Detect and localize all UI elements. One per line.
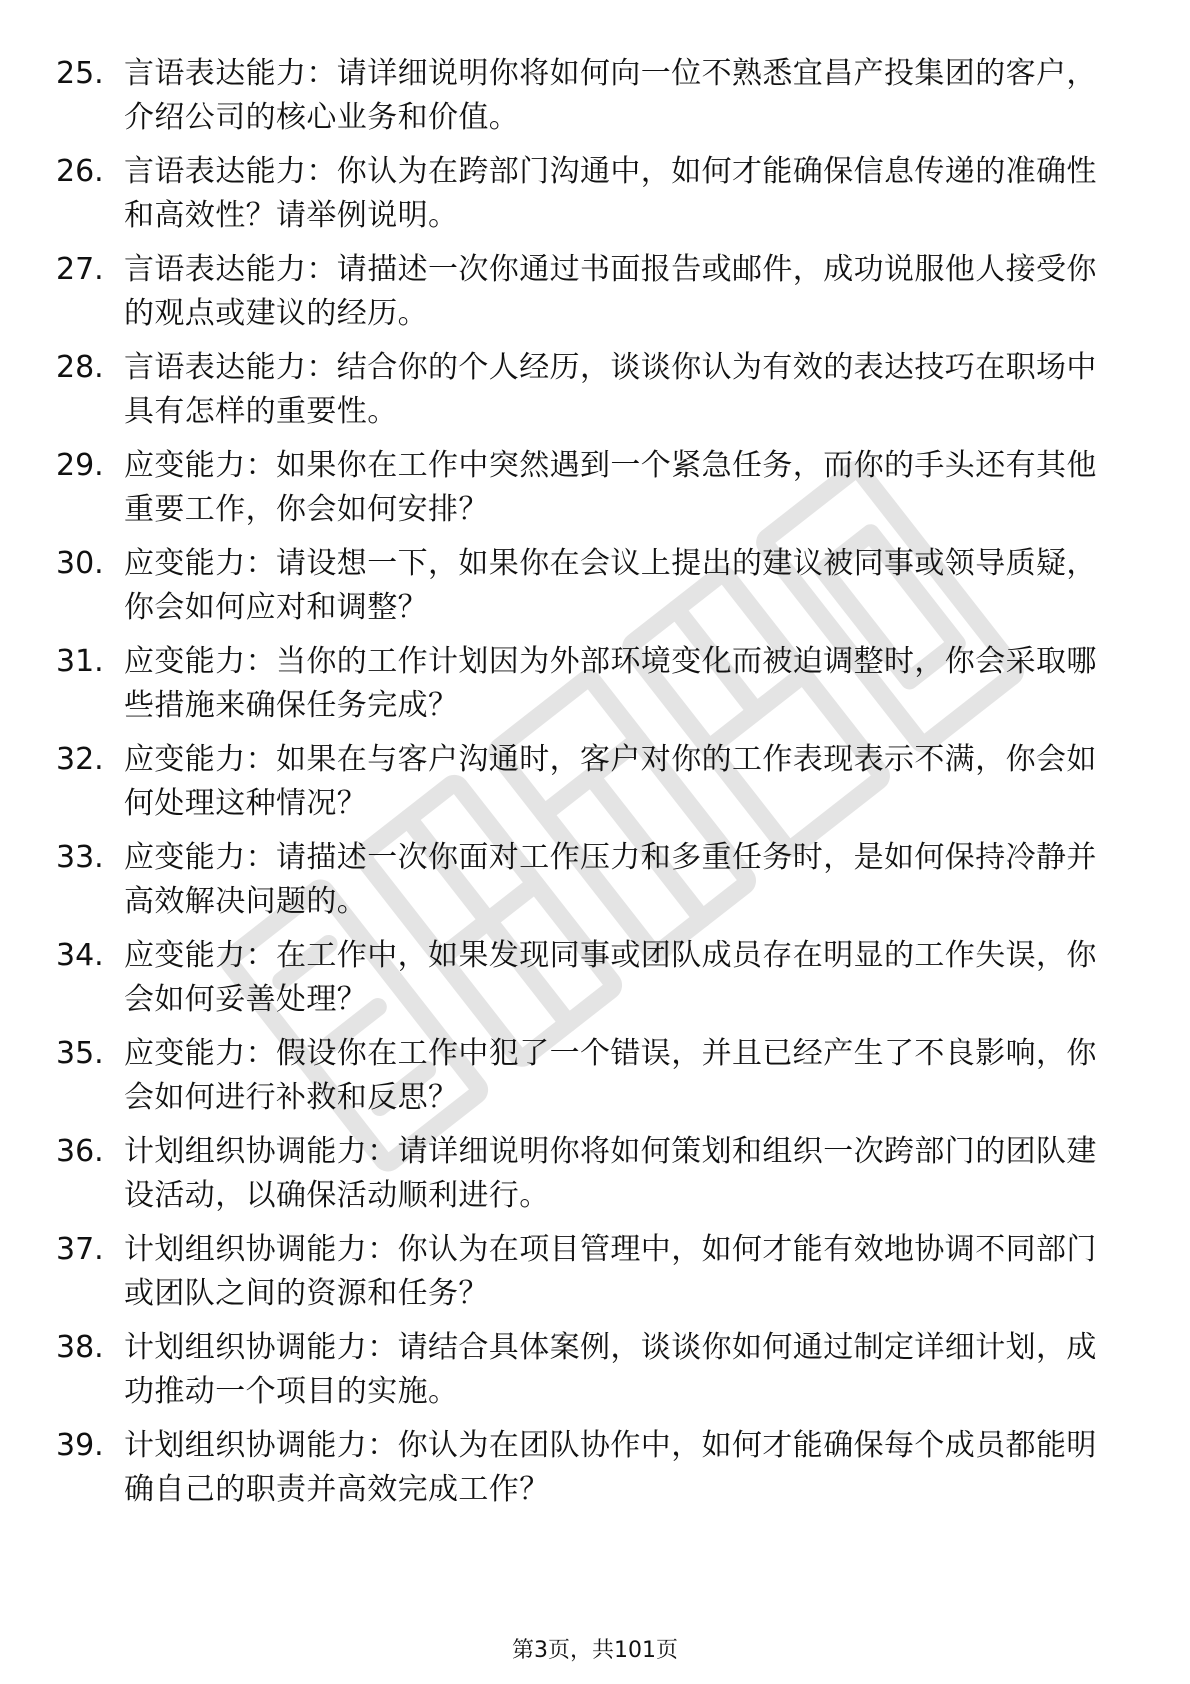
question-number: 32. (56, 742, 104, 777)
question-number: 36. (56, 1134, 104, 1169)
question-text: 计划组织协调能力：你认为在团队协作中，如何才能确保每个成员都能明确自己的职责并高效完成工作？ (124, 1428, 1097, 1507)
question-item (0, 1032, 1190, 1130)
question-number: 30. (56, 546, 104, 581)
question-item (0, 1130, 1190, 1228)
question-text: 言语表达能力：请描述一次你通过书面报告或邮件，成功说服他人接受你的观点或建议的经历。 (124, 252, 1097, 331)
question-text: 应变能力：假设你在工作中犯了一个错误，并且已经产生了不良影响，你会如何进行补救和反思？ (124, 1036, 1097, 1115)
question-text: 应变能力：如果你在工作中突然遇到一个紧急任务，而你的手头还有其他重要工作，你会如何安排？ (124, 448, 1097, 527)
question-item (0, 150, 1190, 248)
question-item (0, 934, 1190, 1032)
question-item (0, 542, 1190, 640)
question-item (0, 346, 1190, 444)
question-number: 27. (56, 252, 104, 287)
question-number: 33. (56, 840, 104, 875)
question-item (0, 1424, 1190, 1522)
question-text: 计划组织协调能力：请详细说明你将如何策划和组织一次跨部门的团队建设活动，以确保活动顺利进行。 (124, 1134, 1097, 1213)
question-number: 25. (56, 56, 104, 91)
question-text: 应变能力：在工作中，如果发现同事或团队成员存在明显的工作失误，你会如何妥善处理？ (124, 938, 1097, 1017)
question-item (0, 444, 1190, 542)
question-number: 35. (56, 1036, 104, 1071)
question-number: 38. (56, 1330, 104, 1365)
question-number: 26. (56, 154, 104, 189)
question-text: 言语表达能力：请详细说明你将如何向一位不熟悉宜昌产投集团的客户，介绍公司的核心业务和价值。 (124, 56, 1097, 135)
question-item (0, 1228, 1190, 1326)
question-number: 34. (56, 938, 104, 973)
question-item (0, 738, 1190, 836)
question-text: 应变能力：请设想一下，如果你在会议上提出的建议被同事或领导质疑，你会如何应对和调整？ (124, 546, 1097, 625)
question-item (0, 248, 1190, 346)
question-item (0, 836, 1190, 934)
question-item (0, 52, 1190, 150)
question-number: 37. (56, 1232, 104, 1267)
question-text: 应变能力：请描述一次你面对工作压力和多重任务时，是如何保持冷静并高效解决问题的。 (124, 840, 1097, 919)
question-number: 29. (56, 448, 104, 483)
page-footer: 第3页，共101页 (512, 1638, 678, 1663)
question-item (0, 640, 1190, 738)
question-text: 计划组织协调能力：请结合具体案例，谈谈你如何通过制定详细计划，成功推动一个项目的实施。 (124, 1330, 1097, 1409)
question-list (0, 52, 1190, 1522)
question-number: 31. (56, 644, 104, 679)
question-number: 39. (56, 1428, 104, 1463)
question-number: 28. (56, 350, 104, 385)
question-text: 言语表达能力：结合你的个人经历，谈谈你认为有效的表达技巧在职场中具有怎样的重要性。 (124, 350, 1097, 429)
question-text: 应变能力：当你的工作计划因为外部环境变化而被迫调整时，你会采取哪些措施来确保任务完成？ (124, 644, 1097, 723)
question-item (0, 1326, 1190, 1424)
question-text: 言语表达能力：你认为在跨部门沟通中，如何才能确保信息传递的准确性和高效性？请举例说明。 (124, 154, 1097, 233)
question-text: 应变能力：如果在与客户沟通时，客户对你的工作表现表示不满，你会如何处理这种情况？ (124, 742, 1097, 821)
question-text: 计划组织协调能力：你认为在项目管理中，如何才能有效地协调不同部门或团队之间的资源和任务？ (124, 1232, 1097, 1311)
